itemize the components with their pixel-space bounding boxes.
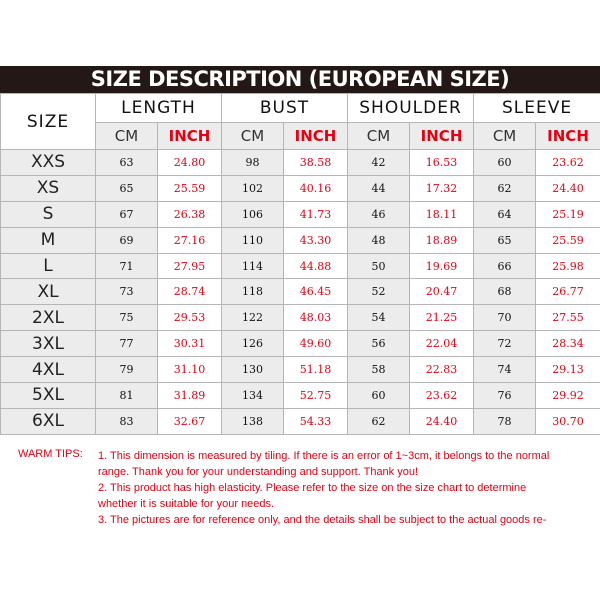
warm-tips-label: WARM TIPS: <box>18 448 83 460</box>
shoulder-inch-cell: 18.11 <box>410 201 474 227</box>
shoulder-inch-cell: 23.62 <box>410 383 474 409</box>
table-row <box>1 150 600 176</box>
sleeve-cm-cell: 68 <box>474 279 536 305</box>
bust-cm-cell: 134 <box>222 383 284 409</box>
unit-cm: CM <box>348 123 410 150</box>
bust-cm-cell: 102 <box>222 175 284 201</box>
header-row <box>1 94 600 123</box>
bust-inch-cell: 54.33 <box>284 408 348 434</box>
sleeve-cm-cell: 66 <box>474 253 536 279</box>
shoulder-inch-cell: 17.32 <box>410 175 474 201</box>
table-row <box>1 357 600 383</box>
size-label-cell: S <box>1 201 96 227</box>
table-row <box>1 227 600 253</box>
bust-cm-cell: 130 <box>222 357 284 383</box>
shoulder-cm-cell: 56 <box>348 331 410 357</box>
bust-cm-cell: 110 <box>222 227 284 253</box>
shoulder-inch-cell: 20.47 <box>410 279 474 305</box>
length-inch-cell: 30.31 <box>158 331 222 357</box>
length-cm-cell: 71 <box>96 253 158 279</box>
size-label-cell: 4XL <box>1 357 96 383</box>
length-cm-cell: 81 <box>96 383 158 409</box>
length-inch-cell: 31.89 <box>158 383 222 409</box>
unit-cm: CM <box>474 123 536 150</box>
size-chart-body <box>1 150 600 435</box>
length-inch-cell: 32.67 <box>158 408 222 434</box>
size-label-cell: 6XL <box>1 408 96 434</box>
tip-line: whether it is suitable for your needs. <box>98 498 275 510</box>
bust-cm-cell: 138 <box>222 408 284 434</box>
sleeve-inch-cell: 26.77 <box>536 279 600 305</box>
header-length: LENGTH <box>96 94 222 123</box>
shoulder-cm-cell: 50 <box>348 253 410 279</box>
unit-inch: INCH <box>284 123 348 150</box>
length-cm-cell: 67 <box>96 201 158 227</box>
size-label-cell: L <box>1 253 96 279</box>
shoulder-cm-cell: 62 <box>348 408 410 434</box>
sleeve-inch-cell: 30.70 <box>536 408 600 434</box>
shoulder-cm-cell: 48 <box>348 227 410 253</box>
header-shoulder: SHOULDER <box>348 94 474 123</box>
table-row <box>1 279 600 305</box>
size-chart-table <box>0 93 600 435</box>
size-label-cell: M <box>1 227 96 253</box>
shoulder-cm-cell: 54 <box>348 305 410 331</box>
sleeve-cm-cell: 74 <box>474 357 536 383</box>
bust-inch-cell: 46.45 <box>284 279 348 305</box>
bust-inch-cell: 48.03 <box>284 305 348 331</box>
table-row <box>1 305 600 331</box>
length-inch-cell: 24.80 <box>158 150 222 176</box>
bust-cm-cell: 98 <box>222 150 284 176</box>
table-row <box>1 408 600 434</box>
size-label-cell: 3XL <box>1 331 96 357</box>
length-cm-cell: 75 <box>96 305 158 331</box>
sleeve-inch-cell: 25.59 <box>536 227 600 253</box>
size-label-cell: XXS <box>1 150 96 176</box>
sleeve-cm-cell: 65 <box>474 227 536 253</box>
size-label-cell: 2XL <box>1 305 96 331</box>
table-row <box>1 175 600 201</box>
shoulder-cm-cell: 58 <box>348 357 410 383</box>
unit-inch: INCH <box>410 123 474 150</box>
bust-cm-cell: 122 <box>222 305 284 331</box>
sleeve-cm-cell: 72 <box>474 331 536 357</box>
length-cm-cell: 69 <box>96 227 158 253</box>
length-cm-cell: 63 <box>96 150 158 176</box>
bust-cm-cell: 126 <box>222 331 284 357</box>
size-label-cell: XS <box>1 175 96 201</box>
length-cm-cell: 79 <box>96 357 158 383</box>
bust-cm-cell: 114 <box>222 253 284 279</box>
shoulder-inch-cell: 18.89 <box>410 227 474 253</box>
table-row <box>1 201 600 227</box>
length-cm-cell: 65 <box>96 175 158 201</box>
shoulder-cm-cell: 44 <box>348 175 410 201</box>
sleeve-inch-cell: 25.98 <box>536 253 600 279</box>
size-label-cell: 5XL <box>1 383 96 409</box>
shoulder-cm-cell: 52 <box>348 279 410 305</box>
bust-cm-cell: 106 <box>222 201 284 227</box>
sleeve-cm-cell: 60 <box>474 150 536 176</box>
bust-cm-cell: 118 <box>222 279 284 305</box>
header-sleeve: SLEEVE <box>474 94 600 123</box>
sleeve-cm-cell: 64 <box>474 201 536 227</box>
shoulder-inch-cell: 19.69 <box>410 253 474 279</box>
length-inch-cell: 27.95 <box>158 253 222 279</box>
tip-line: 3. The pictures are for reference only, and the details shall be subject to the actual goods re- <box>98 514 547 526</box>
shoulder-inch-cell: 21.25 <box>410 305 474 331</box>
sleeve-inch-cell: 24.40 <box>536 175 600 201</box>
header-size: SIZE <box>1 94 96 150</box>
table-row <box>1 253 600 279</box>
sleeve-cm-cell: 78 <box>474 408 536 434</box>
bust-inch-cell: 43.30 <box>284 227 348 253</box>
sleeve-inch-cell: 29.13 <box>536 357 600 383</box>
shoulder-cm-cell: 42 <box>348 150 410 176</box>
sleeve-cm-cell: 62 <box>474 175 536 201</box>
sleeve-inch-cell: 28.34 <box>536 331 600 357</box>
length-inch-cell: 27.16 <box>158 227 222 253</box>
sleeve-inch-cell: 23.62 <box>536 150 600 176</box>
warm-tips <box>0 446 600 546</box>
length-cm-cell: 83 <box>96 408 158 434</box>
length-inch-cell: 31.10 <box>158 357 222 383</box>
sleeve-inch-cell: 27.55 <box>536 305 600 331</box>
sleeve-inch-cell: 25.19 <box>536 201 600 227</box>
length-cm-cell: 73 <box>96 279 158 305</box>
tip-line: 2. This product has high elasticity. Please refer to the size on the size chart to determine <box>98 482 527 494</box>
shoulder-cm-cell: 46 <box>348 201 410 227</box>
size-label-cell: XL <box>1 279 96 305</box>
shoulder-cm-cell: 60 <box>348 383 410 409</box>
bust-inch-cell: 51.18 <box>284 357 348 383</box>
length-inch-cell: 25.59 <box>158 175 222 201</box>
unit-cm: CM <box>96 123 158 150</box>
shoulder-inch-cell: 22.83 <box>410 357 474 383</box>
sleeve-inch-cell: 29.92 <box>536 383 600 409</box>
bust-inch-cell: 41.73 <box>284 201 348 227</box>
header-bust: BUST <box>222 94 348 123</box>
length-cm-cell: 77 <box>96 331 158 357</box>
unit-inch: INCH <box>536 123 600 150</box>
bust-inch-cell: 44.88 <box>284 253 348 279</box>
shoulder-inch-cell: 24.40 <box>410 408 474 434</box>
tip-line: 1. This dimension is measured by tiling. If there is an error of 1~3cm, it belongs to the normal <box>98 450 550 462</box>
shoulder-inch-cell: 16.53 <box>410 150 474 176</box>
sleeve-cm-cell: 70 <box>474 305 536 331</box>
shoulder-inch-cell: 22.04 <box>410 331 474 357</box>
table-row <box>1 383 600 409</box>
bust-inch-cell: 40.16 <box>284 175 348 201</box>
sleeve-cm-cell: 76 <box>474 383 536 409</box>
bust-inch-cell: 49.60 <box>284 331 348 357</box>
length-inch-cell: 28.74 <box>158 279 222 305</box>
length-inch-cell: 26.38 <box>158 201 222 227</box>
page-title: SIZE DESCRIPTION (EUROPEAN SIZE) <box>0 66 600 93</box>
unit-cm: CM <box>222 123 284 150</box>
bust-inch-cell: 38.58 <box>284 150 348 176</box>
unit-inch: INCH <box>158 123 222 150</box>
bust-inch-cell: 52.75 <box>284 383 348 409</box>
length-inch-cell: 29.53 <box>158 305 222 331</box>
tip-line: range. Thank you for your understanding and support. Thank you! <box>98 466 419 478</box>
table-row <box>1 331 600 357</box>
